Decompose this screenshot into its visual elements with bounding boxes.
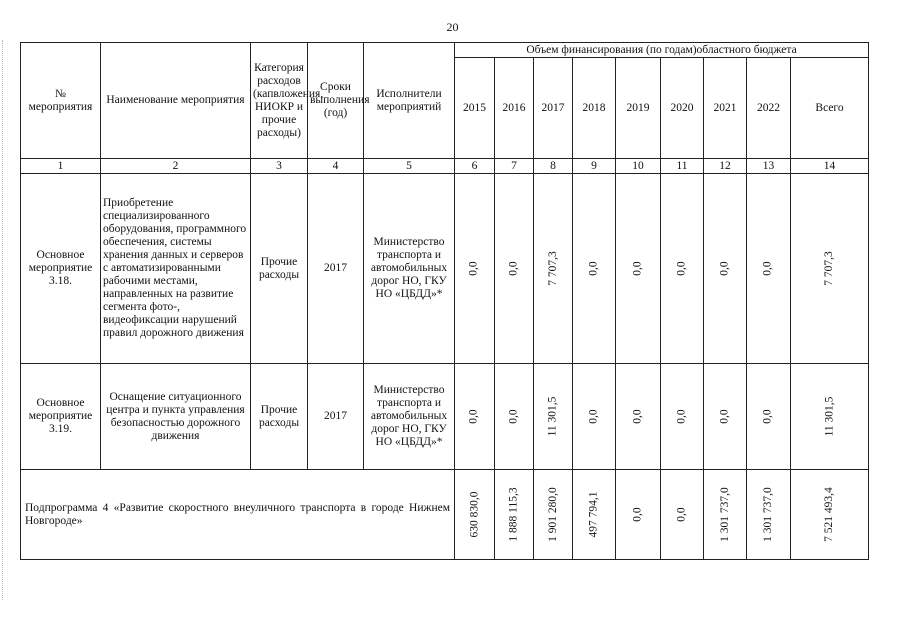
- header-funding: Объем финансирования (по годам)областного бюджета: [455, 43, 869, 58]
- subprogram-value: 1 888 115,3: [507, 487, 520, 542]
- table-row: [21, 364, 869, 470]
- header-year: 2021: [704, 58, 747, 159]
- header-term: Сроки выполнения (год): [308, 43, 364, 159]
- row-value: 0,0: [468, 261, 480, 276]
- page-edge: [2, 40, 3, 600]
- row-value: 0,0: [631, 261, 644, 276]
- subprogram-value: 0,0: [675, 507, 688, 522]
- row-total: 11 301,5: [823, 396, 836, 437]
- funding-table: [20, 42, 869, 560]
- column-number: 4: [308, 159, 364, 174]
- row-term: 2017: [308, 364, 364, 470]
- row-no: Основное мероприятие 3.19.: [21, 364, 101, 470]
- header-year: 2016: [495, 58, 534, 159]
- column-number: 7: [495, 159, 534, 174]
- column-number: 10: [616, 159, 661, 174]
- column-number: 11: [661, 159, 704, 174]
- row-value: 0,0: [507, 261, 520, 276]
- header-name: Наименование мероприятия: [101, 43, 251, 159]
- row-total: 7 707,3: [823, 251, 835, 286]
- subprogram-value: 1 301 737,0: [762, 487, 774, 542]
- row-value: 0,0: [507, 409, 520, 424]
- subprogram-value: 1 901 280,0: [546, 487, 559, 542]
- header-year: 2018: [573, 58, 616, 159]
- page-number: 20: [446, 20, 459, 34]
- row-name: Оснащение ситуационного центра и пункта управления безопасностью дорожного движения: [101, 364, 251, 470]
- header-total: Всего: [791, 58, 869, 159]
- column-number: 12: [704, 159, 747, 174]
- subprogram-total: 7 521 493,4: [823, 487, 835, 542]
- column-number: 9: [573, 159, 616, 174]
- row-value: 0,0: [762, 409, 774, 424]
- column-number: 14: [791, 159, 869, 174]
- row-category: Прочие расходы: [251, 364, 308, 470]
- column-number: 3: [251, 159, 308, 174]
- header-no: № мероприятия: [21, 43, 101, 159]
- column-number: 1: [21, 159, 101, 174]
- row-executors: Министерство транспорта и автомобильных дорог НО, ГКУ НО «ЦБДД»*: [364, 364, 455, 470]
- column-number-row: [21, 159, 869, 174]
- column-number: 5: [364, 159, 455, 174]
- row-value: 0,0: [718, 409, 731, 424]
- row-value: 11 301,5: [546, 396, 559, 437]
- table-row: [21, 174, 869, 364]
- row-value: 0,0: [675, 409, 688, 424]
- subprogram-value: 630 830,0: [468, 491, 480, 538]
- header-year: 2022: [747, 58, 791, 159]
- column-number: 6: [455, 159, 495, 174]
- subprogram-value: 0,0: [631, 507, 644, 522]
- header-year: 2017: [534, 58, 573, 159]
- row-value: 0,0: [718, 261, 731, 276]
- row-term: 2017: [308, 174, 364, 364]
- header-year: 2019: [616, 58, 661, 159]
- row-value: 0,0: [468, 409, 480, 424]
- column-number: 13: [747, 159, 791, 174]
- header-year: 2020: [661, 58, 704, 159]
- row-no: Основное мероприятие 3.18.: [21, 174, 101, 364]
- column-number: 8: [534, 159, 573, 174]
- subprogram-title: Подпрограмма 4 «Развитие скоростного внеуличного транспорта в городе Нижнем Новгороде»: [21, 470, 455, 560]
- header-executors: Исполнители мероприятий: [364, 43, 455, 159]
- row-value: 0,0: [587, 409, 600, 424]
- column-number: 2: [101, 159, 251, 174]
- row-category: Прочие расходы: [251, 174, 308, 364]
- row-name: Приобретение специализированного оборудования, программного обеспечения, системы хранения данных и серверов с автоматизированными рабочими местами, направленных на развитие сегмента фото-, видеофиксации нарушений правил дорожного движения: [101, 174, 251, 364]
- row-value: 0,0: [762, 261, 774, 276]
- subprogram-value: 1 301 737,0: [718, 487, 731, 542]
- row-executors: Министерство транспорта и автомобильных дорог НО, ГКУ НО «ЦБДД»*: [364, 174, 455, 364]
- row-value: 0,0: [587, 261, 600, 276]
- header-category: Категория расходов (капвложения, НИОКР и прочие расходы): [251, 43, 308, 159]
- header-year: 2015: [455, 58, 495, 159]
- row-value: 0,0: [675, 261, 688, 276]
- subprogram-value: 497 794,1: [587, 491, 600, 538]
- row-value: 0,0: [631, 409, 644, 424]
- subprogram-row: [21, 470, 869, 560]
- row-value: 7 707,3: [546, 251, 559, 286]
